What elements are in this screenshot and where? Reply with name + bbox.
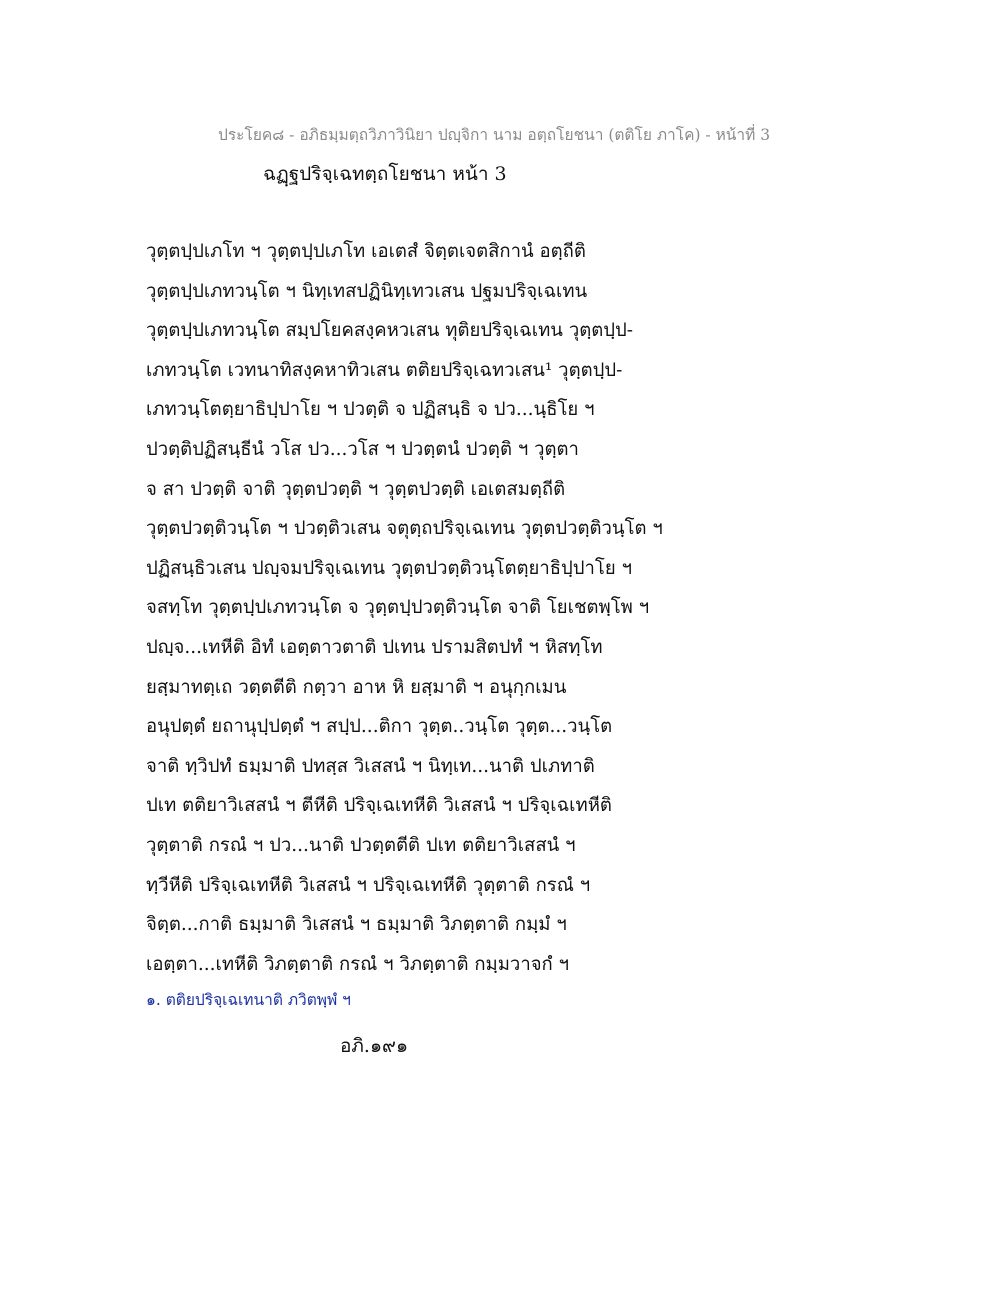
text-line: ปวตฺติปฏิสนฺธีนํ วโส ปว...วโส ฯ ปวตฺตนํ ปวตฺติ ฯ วุตฺตา	[146, 438, 579, 460]
text-line: จาติ ทฺวิปทํ ธมฺมาติ ปทสฺส วิเสสนํ ฯ นิทฺเท...นาติ ปเภทาติ	[146, 755, 595, 777]
running-header: ประโยค๘ - อภิธมฺมตฺถวิภาวินิยา ปญฺจิกา นาม อตฺถโยชนา (ตติโย ภาโค) - หน้าที่ 3	[218, 126, 771, 144]
text-line: จิตฺต...กาติ ธมฺมาติ วิเสสนํ ฯ ธมฺมาติ วิภตฺตาติ กมฺมํ ฯ	[146, 914, 567, 936]
text-line: ยสฺมาทตฺเถ วตฺตตีติ กตฺวา อาห หิ ยสฺมาติ ฯ อนุกฺกเมน	[146, 676, 567, 698]
text-line: จสทฺโท วุตฺตปฺปเภทวนฺโต จ วุตฺตปฺปวตฺติวนฺโต จาติ โยเชตพฺโพ ฯ	[146, 597, 650, 619]
text-line: วุตฺตปฺปเภโท ฯ วุตฺตปฺปเภโท เอเตสํ จิตฺตเจตสิกานํ อตฺถีติ	[146, 241, 586, 262]
text-line: ปฏิสนฺธิวเสน ปญฺจมปริจฺเฉเทน วุตฺตปวตฺติวนฺโตตฺยาธิปฺปาโย ฯ	[146, 557, 632, 579]
text-line: เภทวนฺโต เวทนาทิสงฺคหาทิวเสน ตติยปริจฺเฉทวเสน¹ วุตฺตปฺป-	[146, 359, 623, 381]
text-line: ปญฺจ...เทหีติ อิทํ เอตฺตาวตาติ ปเทน ปรามสิตปทํ ฯ หิสทฺโท	[146, 636, 603, 658]
footnote: ๑. ตติยปริจฺเฉเทนาติ ภวิตพฺพํ ฯ	[146, 991, 351, 1009]
page-reference: อภิ.๑๙๑	[340, 1035, 409, 1057]
body-text	[146, 236, 746, 988]
text-line: วุตฺตาติ กรณํ ฯ ปว...นาติ ปวตฺตตีติ ปเท ตติยาวิเสสนํ ฯ	[146, 834, 576, 856]
text-line: วุตฺตปฺปเภทวนฺโต ฯ นิทฺเทสปฏินิทฺเทวเสน ปฐมปริจฺเฉเทน	[146, 280, 588, 302]
text-line: จ สา ปวตฺติ จาติ วุตฺตปวตฺติ ฯ วุตฺตปวตฺติ เอเตสมตฺถีติ	[146, 478, 566, 500]
text-line: เภทวนฺโตตฺยาธิปฺปาโย ฯ ปวตฺติ จ ปฏิสนฺธิ จ ปว...นฺธิโย ฯ	[146, 399, 595, 421]
text-line: วุตฺตปวตฺติวนฺโต ฯ ปวตฺติวเสน จตุตฺถปริจฺเฉเทน วุตฺตปวตฺติวนฺโต ฯ	[146, 518, 663, 540]
page-heading: ฉฏฺฐปริจฺเฉทตฺถโยชนา หน้า 3	[263, 163, 507, 185]
text-line: ปเท ตติยาวิเสสนํ ฯ ตีหีติ ปริจฺเฉเทหีติ วิเสสนํ ฯ ปริจฺเฉเทหีติ	[146, 795, 612, 817]
text-line: อนุปตฺตํ ยถานุปฺปตฺตํ ฯ สปฺป...ติกา วุตฺต..วนฺโต วุตฺต...วนฺโต	[146, 716, 613, 738]
text-line: เอตฺตา...เทหีติ วิภตฺตาติ กรณํ ฯ วิภตฺตาติ กมฺมวาจกํ ฯ	[146, 953, 570, 975]
text-line: วุตฺตปฺปเภทวนฺโต สมฺปโยคสงฺคหวเสน ทุติยปริจฺเฉเทน วุตฺตปฺป-	[146, 320, 633, 342]
text-line: ทฺวีหีติ ปริจฺเฉเทหีติ วิเสสนํ ฯ ปริจฺเฉเทหีติ วุตฺตาติ กรณํ ฯ	[146, 874, 591, 896]
